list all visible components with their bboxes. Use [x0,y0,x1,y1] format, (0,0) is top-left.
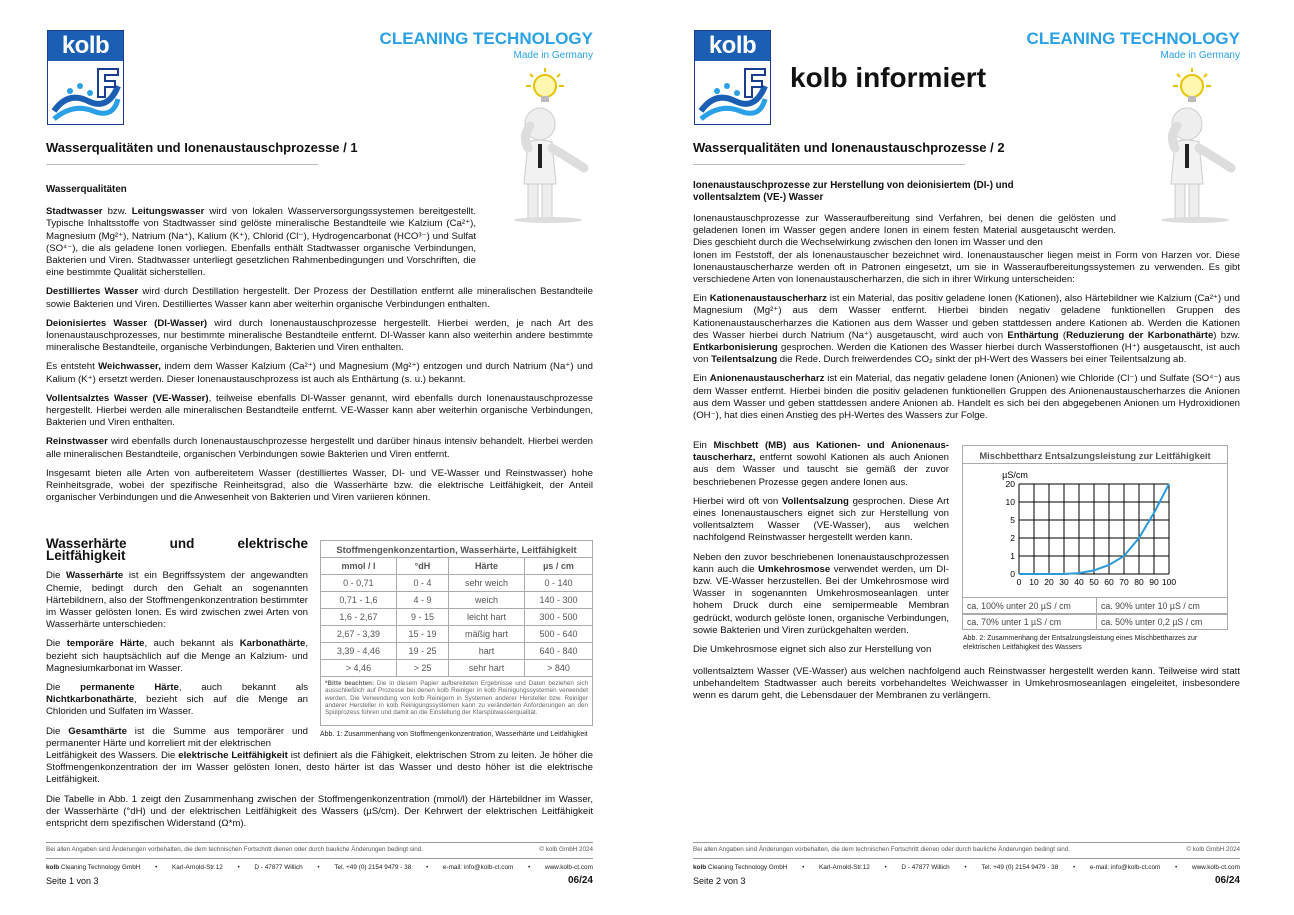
brand-name: CLEANING TECHNOLOGY [1026,29,1240,48]
title-divider [46,164,318,165]
conductivity-section [46,750,593,837]
footer-contact: kolb Cleaning Technology GmbH • Karl-Arnold-Str.12 • D - 47877 Willich • Tel. +49 (0) 2154 9479 - 38 • e-mail: info@kolb-ct.com • www.kolb-ct.com [693,864,1240,871]
table-cell: weich [449,592,525,609]
table-cell: 9 - 15 [396,609,448,626]
y-tick-label: 10 [1005,497,1015,507]
kolb-logo [47,30,124,125]
table-cell: 640 - 840 [524,643,592,660]
table-row [321,609,593,626]
chart-caption: Abb. 2: Zusammenhang der Entsalzungsleistung eines Mischbettharzes zur elektrischen Leitfähigkeit des Wassers [963,635,1198,651]
table-cell: 3,39 - 4,46 [321,643,397,660]
x-tick-label: 50 [1089,577,1099,587]
table-caption: Abb. 1: Zusammenhang von Stoffmengenkonzentration, Wasserhärte und Leitfähigkeit [320,731,588,738]
newsletter-title: kolb informiert [790,62,987,93]
kolb-logo [694,30,771,125]
page-title: Wasserqualitäten und Ionenaustauschprozesse / 2 [693,140,1005,155]
footer-divider [46,842,593,843]
table-header: °dH [396,558,448,575]
x-tick-label: 10 [1029,577,1039,587]
x-tick-label: 70 [1119,577,1129,587]
x-tick-label: 90 [1149,577,1159,587]
table-cell: 2,67 - 3,39 [321,626,397,643]
table-cell: mäßig hart [449,626,525,643]
paragraph-anionen: Ein Anionenaustauscherharz ist ein Material, das negativ geladene Ionen (Anionen) wie Chloride (Cl⁻) und Sulfate (SO⁴⁻) aus dem Wasser entfernt. Hierbei binden die positiv geladenen funktionellen Gruppen des Anionenaustauscherharzes die Anionen aus dem Wasser und geben stattdessen andere Anionen ab. Handelt es sich bei den abgegebenen Anionen um Hydroxidionen (OH⁻), hat dies einen Anstieg des pH-Wertes des Wassers zur Folge. [693,373,1240,422]
x-tick-label: 30 [1059,577,1069,587]
issue-number: 06/24 [567,875,593,886]
footer-divider [46,858,593,859]
table-header: Härte [449,558,525,575]
brand-tagline: Made in Germany [513,50,593,61]
y-tick-label: 20 [1005,479,1015,489]
table-header: µs / cm [524,558,592,575]
chart-title: Mischbettharz Entsalzungsleistung zur Leitfähigkeit [963,446,1227,464]
ion-exchange-section [693,180,1240,429]
table-cell: 0 - 4 [396,575,448,592]
table-cell: > 4,46 [321,660,397,677]
logo-wordmark: kolb [695,31,770,61]
paragraph-wasserhaerte: Die Wasserhärte ist ein Begriffssystem der angewandten Chemie, bedingt durch den Gehalt an sogenannten Härtebildnern, also der Stoffmengenkonzentration bestimmter im Wasser gelösten Ionen. Es wird zwischen zwei Arten von Wasserhärte unterschieden: [46,570,308,631]
x-tick-label: 60 [1104,577,1114,587]
table-cell: 300 - 500 [524,609,592,626]
paragraph-mischbett: Ein Mischbett (MB) aus Kationen- und Anionenaus-tauscherharz, entfernt sowohl Kationen als auch Anionen aus dem Wasser und tauscht sie gemäß der zuvor beschriebenen Prozesse gegen andere Ionen aus. [693,440,949,488]
table-row [321,660,593,677]
chart-plot [963,464,1227,596]
paragraph-vollentsalzt: Vollentsalztes Wasser (VE-Wasser), teilweise ebenfalls DI-Wasser genannt, wird ebenfalls durch Ionenaustauschprozesse hergestellt. Hierbei werden alle mineralischen Bestandteile entfernt. VE-Wasser kann aber weiterhin organische Verbindungen, Bakterien und Viren enthalten. [46,392,594,429]
table-cell: sehr hart [449,660,525,677]
hardness-table [320,540,593,677]
y-axis-label: µS/cm [1002,470,1028,480]
x-tick-label: 40 [1074,577,1084,587]
table-cell: 500 - 640 [524,626,592,643]
table-cell: > 840 [524,660,592,677]
table-cell: sehr weich [449,575,525,592]
table-row [963,598,1228,614]
table-header: mmol / l [321,558,397,575]
table-cell: 4 - 9 [396,592,448,609]
paragraph-leitfaehigkeit: Leitfähigkeit des Wassers. Die elektrische Leitfähigkeit ist definiert als die Fähigkeit, elektrischen Strom zu leiten. Je höher die Stoffmengenkonzentration der im Wasser gelösten Ionen, desto härter ist das Wasser und desto höher ist die elektrische Leitfähigkeit. [46,750,593,786]
paragraph-weichwasser: Es entsteht Weichwasser, indem dem Wasser Kalzium (Ca²⁺) und Magnesium (Mg²⁺) entzogen und durch Natrium (Na⁺) und Kalium (K⁺) ersetzt werden. Dieser Ionenaustauschprozess ist auch als Enthärtung (s. u.) bekannt. [46,361,593,385]
table-cell: 0 - 0,71 [321,575,397,592]
table-cell: 1,6 - 2,67 [321,609,397,626]
table-header-row [321,558,593,575]
table-cell: leicht hart [449,609,525,626]
paragraph-insgesamt: Insgesamt bieten alle Arten von aufbereitetem Wasser (destilliertes Wasser, DI- und VE-Wasser und Reinstwasser) hohe Reinheitsgrade, wobei der spezifische Reinheitsgrad, also die Wasserhärte bzw. die elektrische Leitfähigkeit, der Anteil organischer Verbindungen und die Anwesenheit von Bakterien und Viren variieren können. [46,467,593,504]
chart-table [962,597,1228,630]
paragraph-destilliert: Destilliertes Wasser wird durch Destillation hergestellt. Der Prozess der Destillation entfernt alle mineralischen Bestandteile sowie Bakterien und Viren. Destilliertes Wasser kann aber weiterhin organische Verbindungen enthalten. [46,286,593,310]
y-tick-label: 5 [1010,515,1015,525]
paragraph-stadtwasser: Stadtwasser bzw. Leitungswasser wird von lokalen Wasserversorgungssystemen bereitgestellt. Typische Inhaltsstoffe von Stadtwasser sind gelöste mineralische Bestandteile wie Kalzium (Ca²⁺), Magnesium (Mg²⁺), Natrium (Na⁺), Kalium (K⁺), Chlorid (Cl⁻), Hydrogencarbonat (HCO³⁻) und Sulfat (SO⁴⁻), die als geladene Ionen vorliegen. Ebenfalls enthält Stadtwasser organische Verbindungen, Bakterien und Viren. Stadtwasser unterliegt gesetzlichen Rahmenbedingungen und Vorschriften, die eine bestimmte Qualität sicherstellen. [46,206,476,279]
paragraph-gesamthaerte: Die Gesamthärte ist die Summe aus temporärer und permanenter Härte und korreliert mit der elektrischen [46,725,309,749]
x-tick-label: 100 [1161,577,1177,587]
footer-copyright: © kolb GmbH 2024 [539,846,593,853]
footer-copyright: © kolb GmbH 2024 [1186,846,1240,853]
hardness-section [46,538,308,750]
table-cell: hart [449,643,525,660]
y-tick-label: 1 [1010,551,1015,561]
table-cell: ca. 50% unter 0,2 µS / cm [1096,614,1227,630]
paragraph-closing: vollentsalztem Wasser (VE-Wasser) aus welchen nachfolgend auch Reinstwasser hergestellt werden kann. Teilweise wird statt unbehandeltem Stadtwasser auch bereits vorbehandeltes Weichwasser in Umkehrosmoseanlagen eingeleitet, insbesondere wenn es darum geht, die Lebensdauer der Membranen zu verlängern. [693,666,1240,702]
section-heading: Ionenaustauschprozesse zur Herstellung von deionisiertem (DI-) und vollentsalztem (VE-) Wasser [693,180,1014,203]
section-heading-hardness: Wasserhärte und elektrische Leitfähigkeit [46,536,308,564]
table-cell: 140 - 300 [524,592,592,609]
brand-header [380,29,593,61]
page-title: Wasserqualitäten und Ionenaustauschprozesse / 1 [46,140,358,155]
x-tick-label: 0 [1016,577,1022,587]
paragraph-tabelle: Die Tabelle in Abb. 1 zeigt den Zusammenhang zwischen der Stoffmengenkonzentration (mmol/l) der Härtebildner im Wasser, der Wasserhärte (°dH) und der elektrischen Leitfähigkeit des Wassers (µS/cm). Der Kehrwert der elektrischen Leitfähigkeit entspricht dem spezifischen Widerstand (Ω*m). [46,793,593,830]
table-cell: 19 - 25 [396,643,448,660]
table-footnote: *Bitte beachten: Die in diesem Papier aufbereiteten Ergebnisse und Daten beziehen sich ausschließlich auf Prozesse bei denen kolb Reiniger in kolb Reinigungssystemen verwendet werden. Die Verwendung von kolb Reinigern in Systemen anderer Hersteller bzw. Reiniger anderer Hersteller in kolb Reinigungssystemen kann zu veränderten Anforderungen an den Spülprozess führen und damit an die Einstellung der Klarspülwasserqualität. [320,677,593,726]
section-heading: Wasserqualitäten [46,184,127,195]
mixed-bed-section [693,440,949,656]
table-cell: 0,71 - 1,6 [321,592,397,609]
table-cell: 15 - 19 [396,626,448,643]
paragraph-intro-cont: Ionen im Feststoff, der als Ionenaustauscher bezeichnet wird. Ionenaustauscher liegen meist in Form von Harzen vor. Diese Ionenaustauscherharze werden oft in Patronen eingesetzt, um sie in Wasseraufbereitungssystemen zu verwenden. Es gibt verschiedene Arten von Ionenaustauscherharzen, die sich in ihrer Wirkung unterscheiden: [693,249,1240,286]
paragraph-vollentsalzung: Hierbei wird oft von Vollentsalzung gesprochen. Diese Art eines Ionenaustauschers eignet sich zur Herstellung von vollentsalztem Wasser (VE-Wasser), aus welchen nachfolgend Reinstwasser hergestellt werden kann. [693,495,950,544]
x-tick-label: 20 [1044,577,1054,587]
paragraph-intro: Ionenaustauschprozesse zur Wasseraufbereitung sind Verfahren, bei denen die gelösten und geladenen Ionen im Wasser gegen andere Ionen in einem festen Material ausgetauscht werden. Dies geschieht durch die Wechselwirkung zwischen den Ionen im Wasser und den [693,213,1116,249]
paragraph-umkehrosmose: Neben den zuvor beschriebenen Ionenaustauschprozessen kann auch die Umkehrosmose verwendet werden, um DI- bzw. VE-Wasser herzustellen. Bei der Umkehrosmose wird Wasser in sogenannten Umkehrosmoseanlagen unter hohem Druck durch eine semipermeable Membran gedrückt, wodurch gelöste Ionen, organische Verbindungen, sowie Bakterien und Viren zurückgehalten werden. [693,551,950,636]
table-cell: ca. 70% unter 1 µS / cm [963,614,1097,630]
page-number: Seite 1 von 3 [46,876,99,886]
brand-name: CLEANING TECHNOLOGY [379,29,593,48]
y-tick-label: 0 [1010,569,1015,579]
table-row [321,626,593,643]
paragraph-temporaer: Die temporäre Härte, auch bekannt als Karbonathärte, bezieht sich hauptsächlich auf die Menge an Kalzium- und Magnesiumkarbonat im Wasser. [46,638,308,674]
footer-contact: kolb Cleaning Technology GmbH • Karl-Arnold-Str.12 • D - 47877 Willich • Tel. +49 (0) 2154 9479 - 38 • e-mail: info@kolb-ct.com • www.kolb-ct.com [46,864,593,871]
table-cell: ca. 100% unter 20 µS / cm [963,598,1097,614]
y-tick-label: 2 [1010,533,1015,543]
logo-graphic-icon [695,61,770,124]
table-cell: ca. 90% unter 10 µS / cm [1096,598,1227,614]
page-number: Seite 2 von 3 [693,876,746,886]
title-divider [693,164,965,165]
table-title: Stoffmengenkonzentartion, Wasserhärte, Leitfähigkeit [321,541,593,558]
footer-disclaimer: Bei allen Angaben sind Änderungen vorbehalten, die dem technischen Fortschritt dienen oder durch bauliche Änderungen bedingt sind. © kolb GmbH 2024 [693,846,1240,853]
footer-divider [693,842,1240,843]
mixed-bed-chart [962,445,1228,615]
brand-header [1027,29,1240,61]
closing-section [693,666,1240,710]
table-row [963,614,1228,630]
x-tick-label: 80 [1134,577,1144,587]
footer-disclaimer: Bei allen Angaben sind Änderungen vorbehalten, die dem technischen Fortschritt dienen oder durch bauliche Änderungen bedingt sind. © kolb GmbH 2024 [46,846,593,853]
table-row [321,643,593,660]
paragraph-permanent: Die permanente Härte, auch bekannt als Nichtkarbonathärte, bezieht sich auf die Menge an Chloriden und Sulfaten im Wasser. [46,682,309,718]
issue-number: 06/24 [1214,875,1240,886]
brand-tagline: Made in Germany [1160,50,1240,61]
table-row [321,592,593,609]
intro-section [46,184,593,511]
table-cell: > 25 [396,660,448,677]
logo-graphic-icon [48,61,123,124]
table-cell: 0 - 140 [524,575,592,592]
paragraph-kationen: Ein Kationenaustauscherharz ist ein Material, das positiv geladene Ionen (Kationen), also Härtebildner wie Kalzium (Ca²⁺) und Magnesium (Mg²⁺) aus dem Wasser entfernt. Hierbei binden negativ geladene funktionellen Gruppen des Kationenaustauscherharzes die Kationen aus dem Wasser und geben stattdessen andere Kationen ab. Werden die Kationen des Wasser hierbei durch Natrium (Na⁺) ausgetauscht, wird auch von Enthärtung (Reduzierung der Karbonathärte) bzw. Entkarbonisierung gesprochen. Werden die Kationen des Wasser hierbei durch Wasserstoffionen (H⁺) ausgetauscht, ist auch von Teilentsalzung die Rede. Durch freiwerdendes CO₂ sinkt der pH-Wert des Wassers bei einer Teilentsalzung ab. [693,293,1240,366]
paragraph-deionisiert: Deionisiertes Wasser (DI-Wasser) wird durch Ionenaustauschprozesse hergestellt. Hierbei werden, je nach Art des Ionenaustauschprozesses, nur bestimmte mineralische Bestandteile entfernt. DI-Wasser kann also weiterhin andere bestimmte mineralische Bestandteile, organische Verbindungen, Bakterien und Viren enthalten. [46,317,593,354]
footer-divider [693,858,1240,859]
paragraph-reinstwasser: Reinstwasser wird ebenfalls durch Ionenaustauschprozesse hergestellt und darüber hinaus intensiv behandelt. Hierbei werden alle mineralischen Bestandteile, organischen Verbindungen sowie Bakterien und Viren entfernt. [46,436,593,460]
paragraph-umkehrosmose-2: Die Umkehrosmose eignet sich also zur Herstellung von [693,644,932,656]
logo-wordmark: kolb [48,31,123,61]
table-row [321,575,593,592]
